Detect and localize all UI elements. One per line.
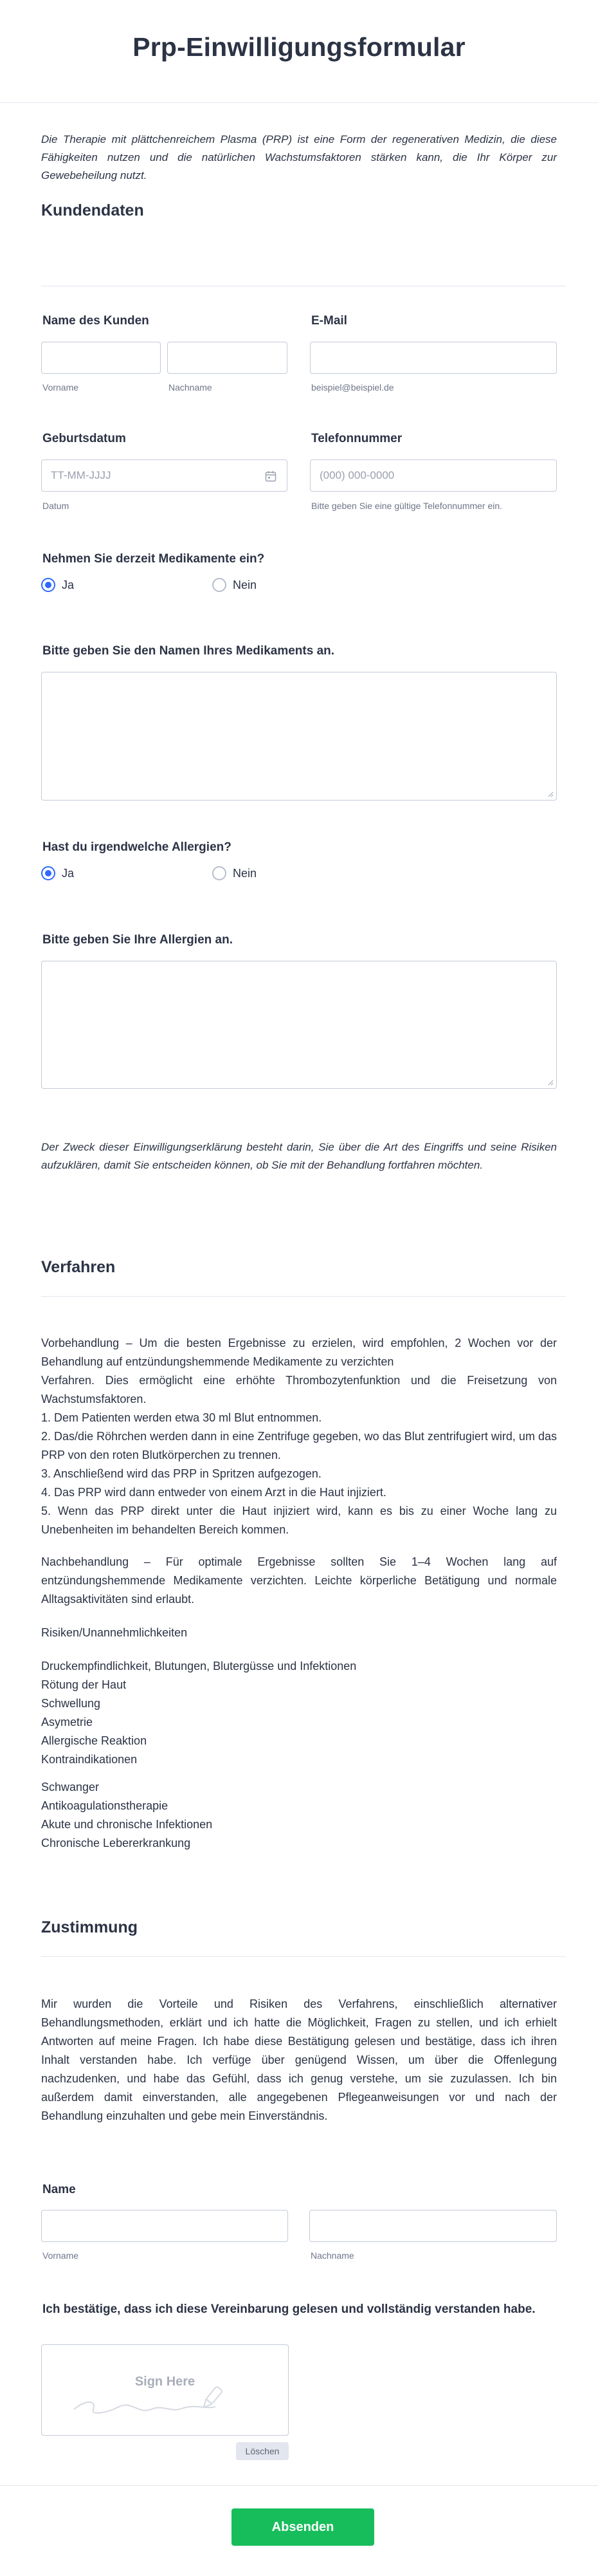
allergy-name-textarea[interactable] xyxy=(41,961,557,1089)
dob-field[interactable] xyxy=(41,459,287,492)
post-treatment-text: Nachbehandlung – Für optimale Ergebnisse sollten Sie 1–4 Wochen lang auf entzündungshemmende Medikamente verzichten. Leichte körperliche Betätigung und normale Alltagsaktivitäten sind erlaubt. xyxy=(41,1555,557,1606)
consent-last-name-field[interactable] xyxy=(309,2210,557,2242)
signature-pad[interactable] xyxy=(41,2344,289,2436)
list-item: Allergische Reaktion xyxy=(41,1734,147,1747)
meds-no-label: Nein xyxy=(233,578,257,591)
last-name-input[interactable] xyxy=(168,342,287,373)
section-divider xyxy=(41,1296,566,1297)
email-input[interactable] xyxy=(311,342,556,373)
allergy-option-yes[interactable] xyxy=(41,866,74,880)
section-title-consent: Zustimmung xyxy=(41,1918,138,1936)
meds-yes-label: Ja xyxy=(62,578,75,591)
meds-no-radio[interactable] xyxy=(212,578,226,592)
section-title-procedure: Verfahren xyxy=(41,1258,116,1276)
phone-label: Telefonnummer xyxy=(311,432,403,445)
email-field[interactable] xyxy=(310,342,557,374)
signature-placeholder-icon xyxy=(68,2381,248,2420)
phone-sublabel: Bitte geben Sie eine gültige Telefonnummer ein. xyxy=(311,501,503,511)
dob-label: Geburtsdatum xyxy=(42,432,126,445)
meds-question: Nehmen Sie derzeit Medikamente ein? xyxy=(42,552,265,566)
allergy-yes-radio[interactable] xyxy=(41,866,55,880)
procedure-step: 3. Anschließend wird das PRP in Spritzen aufgezogen. xyxy=(41,1467,322,1480)
phone-field[interactable] xyxy=(310,459,557,492)
procedure-intro-text: Verfahren. Dies ermöglicht eine erhöhte Thrombozytenfunktion und die Freisetzung von Wachstumsfaktoren. xyxy=(41,1374,557,1405)
calendar-icon[interactable] xyxy=(265,470,276,482)
last-name-sublabel: Nachname xyxy=(168,382,212,393)
allergy-name-label: Bitte geben Sie Ihre Allergien an. xyxy=(42,933,233,947)
pre-treatment-text: Vorbehandlung – Um die besten Ergebnisse zu erzielen, wird empfohlen, 2 Wochen vor der Behandlung auf entzündungshemmende Medikamente zu verzichten xyxy=(41,1337,557,1368)
allergy-no-label: Nein xyxy=(233,866,257,880)
risks-title-text: Risiken/Unannehmlichkeiten xyxy=(41,1626,188,1639)
resize-handle-icon[interactable] xyxy=(547,1079,554,1086)
list-item: Rötung der Haut xyxy=(41,1678,127,1691)
sign-here-text: Sign Here xyxy=(134,2375,195,2389)
procedure-step: 5. Wenn das PRP direkt unter die Haut injiziert wird, kann es bis zu einer Woche lang zu Unebenheiten im behandelten Bereich kommen. xyxy=(41,1505,557,1536)
procedure-step: 1. Dem Patienten werden etwa 30 ml Blut entnommen. xyxy=(41,1411,322,1424)
first-name-sublabel: Vorname xyxy=(42,382,79,393)
customer-name-label: Name des Kunden xyxy=(42,314,149,328)
list-item: Schwellung xyxy=(41,1697,101,1710)
intro-text: Die Therapie mit plättchenreichem Plasma (PRP) ist eine Form der regenerativen Medizin, die diese Fähigkeiten nutzen und die natürlichen Wachstumsfaktoren stärken kann, die Ihr Körper zur Gewebeheilung nutzt. xyxy=(41,133,557,181)
meds-option-no[interactable] xyxy=(212,578,257,592)
purpose-text: Der Zweck dieser Einwilligungserklärung besteht darin, Sie über die Art des Eingriffs und seine Risiken aufzuklären, damit Sie entscheiden können, ob Sie mit der Behandlung fortfahren möchten. xyxy=(41,1141,557,1171)
meds-option-yes[interactable] xyxy=(41,578,74,592)
email-sublabel: beispiel@beispiel.de xyxy=(311,382,394,393)
last-name-field[interactable] xyxy=(167,342,287,374)
list-item: Schwanger xyxy=(41,1781,100,1793)
list-item: Chronische Lebererkrankung xyxy=(41,1837,191,1849)
meds-name-label: Bitte geben Sie den Namen Ihres Medikaments an. xyxy=(42,644,335,658)
consent-name-label: Name xyxy=(42,2183,76,2196)
form-header xyxy=(0,0,598,103)
section-divider xyxy=(41,1956,566,1957)
phone-input[interactable] xyxy=(311,460,556,491)
consent-last-name-input[interactable] xyxy=(310,2210,556,2241)
form-title: Prp-Einwilligungsformular xyxy=(132,32,466,62)
first-name-field[interactable] xyxy=(41,342,161,374)
allergy-yes-label: Ja xyxy=(62,866,75,880)
risks-title xyxy=(41,1624,557,1642)
submit-button[interactable]: Absenden xyxy=(231,2508,374,2546)
consent-text: Mir wurden die Vorteile und Risiken des Verfahrens, einschließlich alternativer Behandlungsmethoden, erklärt und ich hatte die Möglichkeit, Fragen zu stellen, und ich erhielt Antworten auf meine Fragen. Ich habe diese Bestätigung gelesen und bestätige, dass ich ihren Inhalt verstanden habe. Ich verfüge über genügend Wissen, um über die Offenlegung nachzudenken, und habe das Gefühl, dass ich genug verstehe, um sie zuzulassen. Ich bin außerdem damit einverstanden, alle angegebenen Pflegeanweisungen vor und nach der Behandlung einzuhalten und gebe mein Einverständnis. xyxy=(41,1997,557,2122)
resize-handle-icon[interactable] xyxy=(547,791,554,797)
list-item: Akute und chronische Infektionen xyxy=(41,1818,213,1831)
footer-divider xyxy=(0,2485,598,2486)
procedure-text xyxy=(41,1334,557,1539)
contraindications-list xyxy=(41,1778,557,1853)
risks-list xyxy=(41,1657,557,1769)
allergy-question: Hast du irgendwelche Allergien? xyxy=(42,840,231,854)
first-name-input[interactable] xyxy=(42,342,160,373)
dob-sublabel: Datum xyxy=(42,501,69,511)
section-title-customer: Kundendaten xyxy=(41,201,144,219)
procedure-step: 4. Das PRP wird dann entweder von einem Arzt in die Haut injiziert. xyxy=(41,1486,386,1499)
procedure-step: 2. Das/die Röhrchen werden dann in eine Zentrifuge gegeben, wo das Blut zentrifugiert wird, um das PRP von den roten Blutkörperchen zu trennen. xyxy=(41,1430,557,1461)
meds-name-textarea[interactable] xyxy=(41,672,557,801)
consent-last-name-sublabel: Nachname xyxy=(311,2250,354,2261)
email-label: E-Mail xyxy=(311,314,347,328)
consent-first-name-input[interactable] xyxy=(42,2210,287,2241)
clear-signature-button[interactable]: Löschen xyxy=(236,2442,289,2460)
dob-input[interactable] xyxy=(42,460,287,491)
list-item: Druckempfindlichkeit, Blutungen, Blutergüsse und Infektionen xyxy=(41,1660,357,1673)
allergy-no-radio[interactable] xyxy=(212,866,226,880)
list-item: Asymetrie xyxy=(41,1716,93,1728)
list-item: Kontraindikationen xyxy=(41,1753,138,1766)
confirm-label: Ich bestätige, dass ich diese Vereinbarung gelesen und vollständig verstanden habe. xyxy=(42,2303,536,2316)
consent-first-name-field[interactable] xyxy=(41,2210,288,2242)
meds-yes-radio[interactable] xyxy=(41,578,55,592)
consent-first-name-sublabel: Vorname xyxy=(42,2250,79,2261)
allergy-option-no[interactable] xyxy=(212,866,257,880)
list-item: Antikoagulationstherapie xyxy=(41,1799,168,1812)
